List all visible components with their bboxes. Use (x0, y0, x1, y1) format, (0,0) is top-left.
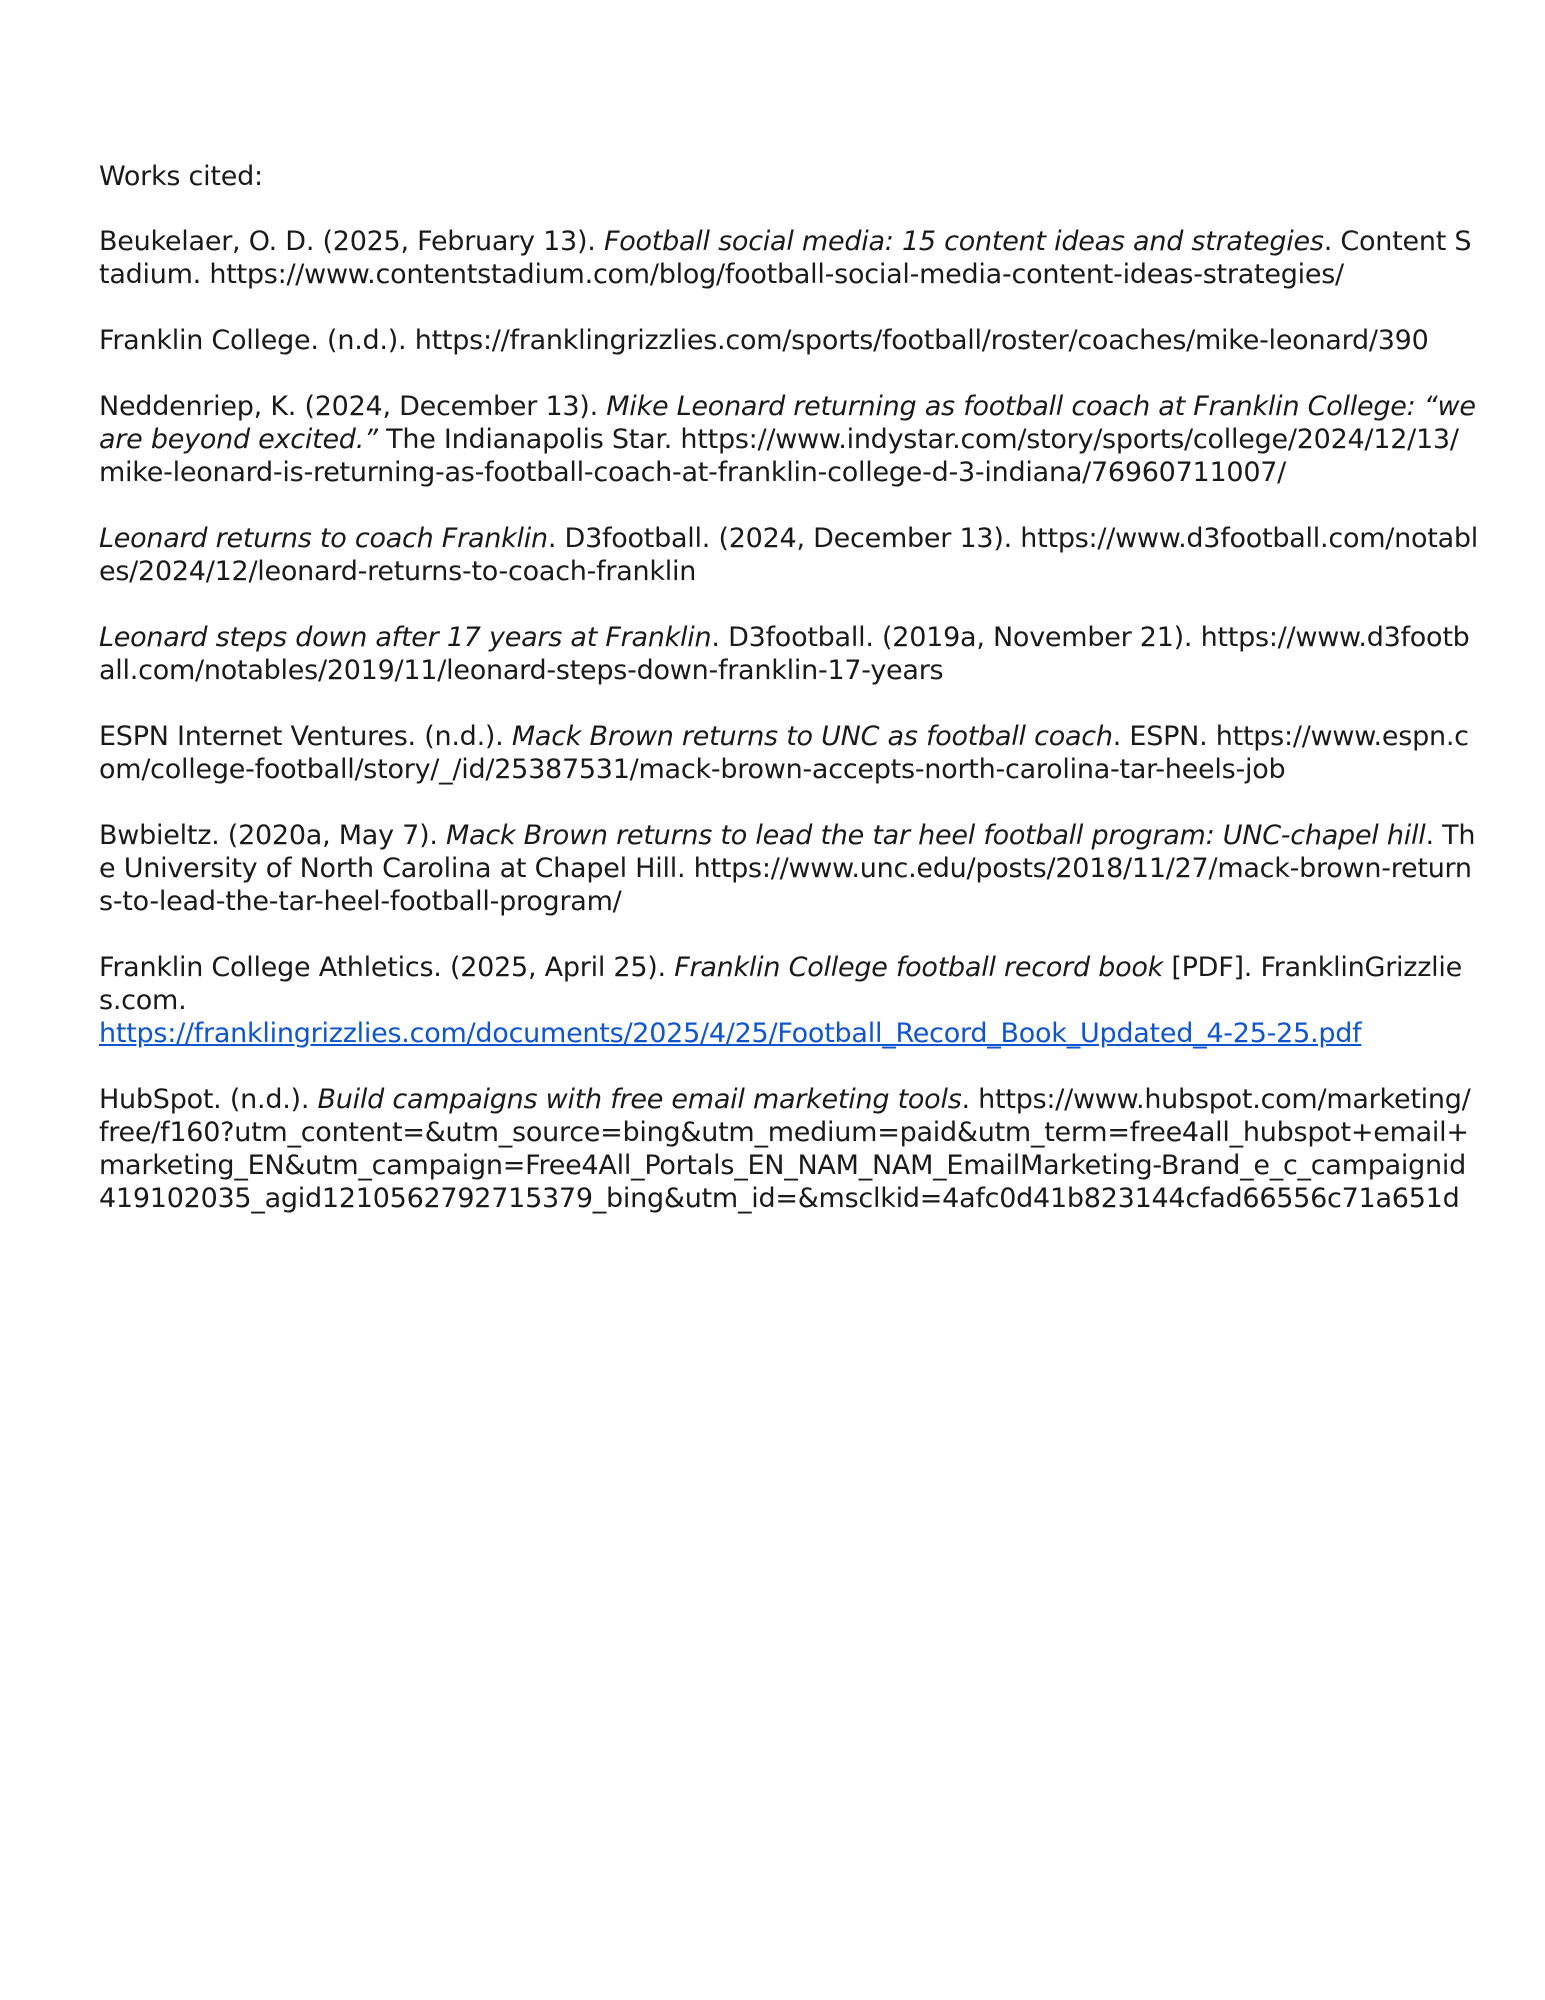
citation-source: . The University of North Carolina at Chapel Hill. https://www.unc.edu/posts/2018/11/27/mack-brown-returns-to-lead-the-tar-heel-football-program/ (99, 820, 1476, 917)
citation-source: . D3football. (2019a, November 21). https://www.d3football.com/notables/2019/11/leonard-steps-down-franklin-17-years (99, 622, 1470, 686)
works-cited-page (99, 160, 1479, 1248)
citation-author: Bwbieltz. (2020a, May 7). (99, 820, 447, 851)
citation-title: Build campaigns with free email marketing tools (317, 1084, 962, 1115)
citation-franklin-athletics (99, 951, 1479, 1050)
citation-title: Leonard steps down after 17 years at Franklin (99, 622, 712, 653)
citation-leonard-returns (99, 522, 1479, 588)
works-cited-heading: Works cited: (99, 161, 263, 192)
citation-hubspot (99, 1083, 1479, 1215)
citation-title: Mack Brown returns to lead the tar heel football program: UNC-chapel hill (446, 820, 1426, 851)
citation-bwbieltz (99, 819, 1479, 918)
citation-title: Leonard returns to coach Franklin (99, 523, 548, 554)
citation-neddenriep (99, 390, 1479, 489)
citation-author: ESPN Internet Ventures. (n.d.). (99, 721, 512, 752)
citation-author: HubSpot. (n.d.). (99, 1084, 318, 1115)
citation-franklin-college (99, 324, 1479, 357)
citation-source: . Content Stadium. https://www.contentstadium.com/blog/football-social-media-content-ideas-strategies/ (99, 226, 1472, 290)
citation-source: . D3football. (2024, December 13). https://www.d3football.com/notables/2024/12/leonard-returns-to-coach-franklin (99, 523, 1479, 587)
citation-author: Neddenriep, K. (2024, December 13). (99, 391, 607, 422)
citation-author: Franklin College. (n.d.). https://franklingrizzlies.com/sports/football/roster/coaches/mike-leonard/390 (99, 325, 1429, 356)
citation-title: Mack Brown returns to UNC as football coach (511, 721, 1113, 752)
citation-leonard-steps-down (99, 621, 1479, 687)
citation-title: Franklin College football record book (674, 952, 1164, 983)
citation-espn (99, 720, 1479, 786)
citation-author: Beukelaer, O. D. (2025, February 13). (99, 226, 604, 257)
citation-title: Football social media: 15 content ideas and strategies (603, 226, 1324, 257)
citation-source: . ESPN. https://www.espn.com/college-football/story/_/id/25387531/mack-brown-accepts-north-carolina-tar-heels-job (99, 721, 1469, 785)
citation-source: The Indianapolis Star. https://www.indystar.com/story/sports/college/2024/12/13/mike-leonard-is-returning-as-football-coach-at-franklin-college-d-3-indiana/76960711007/ (99, 424, 1459, 488)
citation-author: Franklin College Athletics. (2025, April 25). (99, 952, 675, 983)
record-book-link[interactable]: https://franklingrizzlies.com/documents/2025/4/25/Football_Record_Book_Updated_4-25-25.pdf (99, 1018, 1362, 1049)
citation-title: Mike Leonard returning as football coach at Franklin College: “we are beyond excited.” (99, 391, 1476, 455)
citation-source: [PDF]. FranklinGrizzlies.com. (99, 952, 1463, 1016)
citation-source: . https://www.hubspot.com/marketing/free/f160?utm_content=&utm_source=bing&utm_medium=paid&utm_term=free4all_hubspot+email+marketing_EN&utm_campaign=Free4All_Portals_EN_NAM_NAM_EmailMarketing-Brand_e_c_campaignid419102035_agid1210562792715379_bing&utm_id=&msclkid=4afc0d41b823144cfad66556c71a651d (99, 1084, 1471, 1214)
citation-beukelaer (99, 225, 1479, 291)
